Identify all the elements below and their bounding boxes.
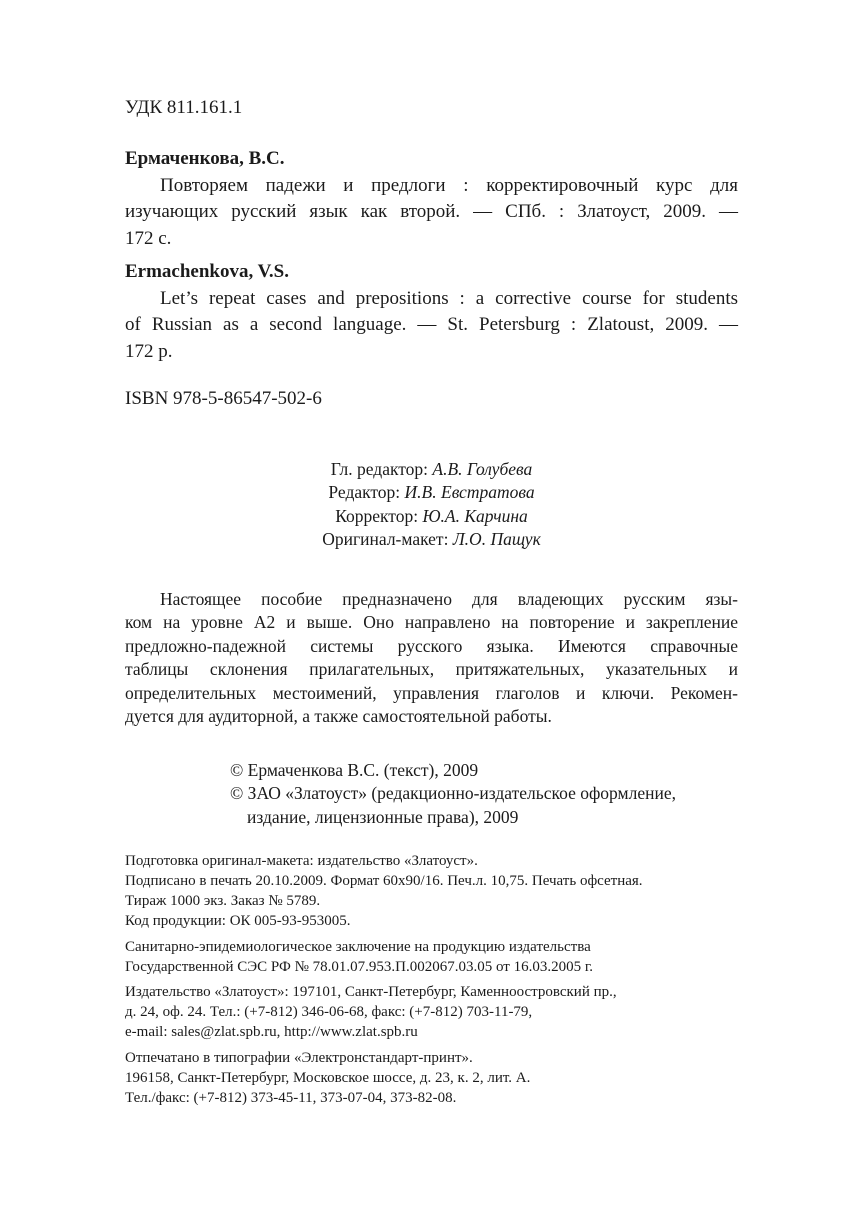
udk-code [125, 95, 738, 122]
editorial-credits [125, 458, 738, 551]
en-entry-line: of Russian as a second language. — St. Petersburg : Zlatoust, 2009. — [125, 314, 738, 335]
annotation-paragraph [125, 588, 738, 728]
imprint-line: Тел./факс: (+7-812) 373-45-11, 373-07-04, 373-82-08. [125, 1089, 457, 1106]
ru-entry-line: изучающих русский язык как второй. — СПб. : Златоуст, 2009. — [125, 201, 738, 222]
printer-group [125, 1049, 643, 1109]
credit-name: А.В. Голубева [432, 459, 533, 479]
imprint-line: Государственной СЭС РФ № 78.01.07.953.П.002067.03.05 от 16.03.2005 г. [125, 958, 594, 975]
ru-entry-line: Повторяем падежи и предлоги : корректировочный курс для [160, 174, 738, 196]
copyright-line: издание, лицензионные права), 2009 [247, 806, 519, 827]
print-info-group [125, 852, 643, 932]
credit-name: Л.О. Пащук [452, 528, 541, 549]
annotation-line: ком на уровне А2 и выше. Оно направлено на повторение и закрепление [125, 612, 738, 633]
en-author: Ermachenkova, V.S. [125, 261, 289, 282]
isbn [125, 386, 738, 413]
copyright-line: © Ермаченкова В.С. (текст), 2009 [230, 760, 479, 780]
credit-line [125, 528, 738, 551]
imprint-block [125, 852, 643, 1115]
credit-role: Редактор: [328, 482, 401, 503]
udk-text: УДК 811.161.1 [125, 97, 243, 118]
annotation-line: предложно-падежной системы русского языка. Имеются справочные [125, 635, 738, 656]
ru-author: Ермаченкова, В.С. [125, 148, 285, 169]
publisher-group [125, 983, 643, 1043]
imprint-line: Санитарно-эпидемиологическое заключение на продукцию издательства [125, 938, 591, 955]
credit-name: Ю.А. Карчина [422, 505, 528, 526]
copyright-line: © ЗАО «Златоуст» (редакционно-издательское оформление, [230, 783, 676, 804]
imprint-line: Отпечатано в типографии «Электронстандарт-принт». [125, 1050, 473, 1067]
en-entry-line: 172 p. [125, 340, 173, 362]
sanitary-group [125, 938, 643, 978]
annotation-line: Настоящее пособие предназначено для владеющих русским язы- [160, 589, 738, 609]
imprint-line: Код продукции: ОК 005-93-953005. [125, 912, 351, 929]
imprint-line: д. 24, оф. 24. Тел.: (+7-812) 346-06-68, факс: (+7-812) 703-11-79, [125, 1004, 533, 1021]
credit-line [125, 481, 738, 504]
annotation-line: дуется для аудиторной, а также самостоятельной работы. [125, 706, 552, 727]
credit-name: И.В. Евстратова [404, 482, 535, 503]
ru-entry-line: 172 с. [125, 227, 172, 249]
imprint-line: Тираж 1000 экз. Заказ № 5789. [125, 892, 321, 909]
annotation-line: таблицы склонения прилагательных, притяжательных, указательных и [125, 659, 738, 680]
imprint-line: 196158, Санкт-Петербург, Московское шоссе, д. 23, к. 2, лит. А. [125, 1070, 531, 1087]
copyright-block [230, 759, 676, 829]
imprint-line: Подготовка оригинал-макета: издательство «Златоуст». [125, 853, 478, 869]
credit-line [125, 458, 738, 481]
imprint-line: Издательство «Златоуст»: 197101, Санкт-Петербург, Каменноостровский пр., [125, 984, 617, 1001]
imprint-line: e-mail: sales@zlat.spb.ru, http://www.zlat.spb.ru [125, 1024, 418, 1041]
english-bibliographic-entry [125, 259, 738, 365]
annotation-line: определительных местоимений, управления глаголов и ключи. Рекомен- [125, 682, 738, 703]
en-entry-line: Let’s repeat cases and prepositions : a corrective course for students [160, 287, 738, 309]
credit-role: Гл. редактор: [330, 459, 429, 479]
imprint-line: Подписано в печать 20.10.2009. Формат 60х90/16. Печ.л. 10,75. Печать офсетная. [125, 872, 643, 889]
credit-role: Корректор: [335, 505, 419, 526]
isbn-text: ISBN 978-5-86547-502-6 [125, 388, 322, 409]
credit-role: Оригинал-макет: [322, 528, 449, 549]
russian-bibliographic-entry [125, 146, 738, 252]
credit-line [125, 505, 738, 528]
